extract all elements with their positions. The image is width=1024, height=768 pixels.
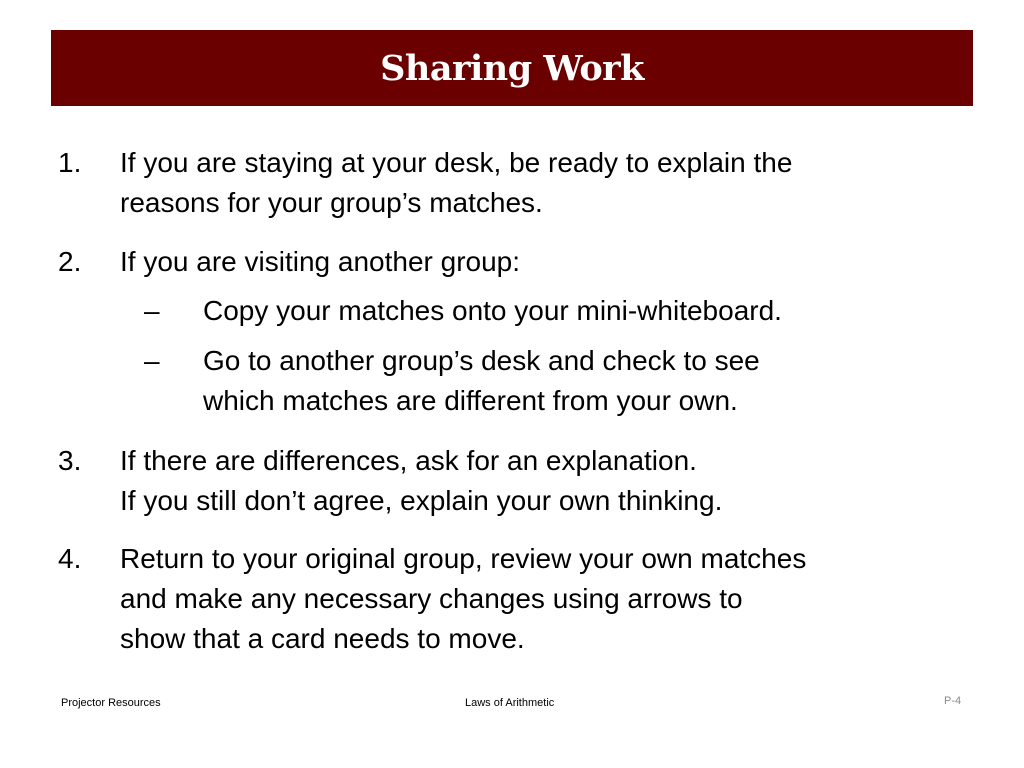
list-number: 3. [58,445,82,476]
text-line: Copy your matches onto your mini-whiteboard. [203,295,782,326]
sub-item-text [203,341,964,421]
text-line: and make any necessary changes using arrows to [120,583,743,614]
text-line: Go to another group’s desk and check to see [203,345,760,376]
sub-bullet-dash: – [144,345,160,376]
slide-title: Sharing Work [380,47,644,89]
text-line: Return to your original group, review your own matches [120,543,807,574]
text-line: If you are staying at your desk, be ready to explain the [120,147,793,178]
list-item-text [120,143,978,223]
text-line: If you still don’t agree, explain your own thinking. [120,485,723,516]
sub-item-1 [144,291,964,331]
list-item-2 [58,242,978,282]
list-item-text [120,242,978,282]
page-number: P-4 [944,695,962,707]
list-number: 1. [58,147,82,178]
text-line: If there are differences, ask for an explanation. [120,445,697,476]
list-item-1 [58,143,978,223]
list-item-text [120,441,978,521]
list-item-3 [58,441,978,521]
sub-bullet-dash: – [144,295,160,326]
text-line: show that a card needs to move. [120,623,525,654]
footer-left-text: Projector Resources [61,697,161,709]
footer-center-text: Laws of Arithmetic [465,697,555,709]
list-number: 2. [58,246,82,277]
text-line: which matches are different from your own. [203,385,738,416]
sub-item-text [203,291,964,331]
list-item-text [120,539,978,659]
sub-item-2 [144,341,964,421]
list-item-4 [58,539,978,659]
text-line: reasons for your group’s matches. [120,187,543,218]
text-line: If you are visiting another group: [120,246,521,277]
list-number: 4. [58,543,82,574]
